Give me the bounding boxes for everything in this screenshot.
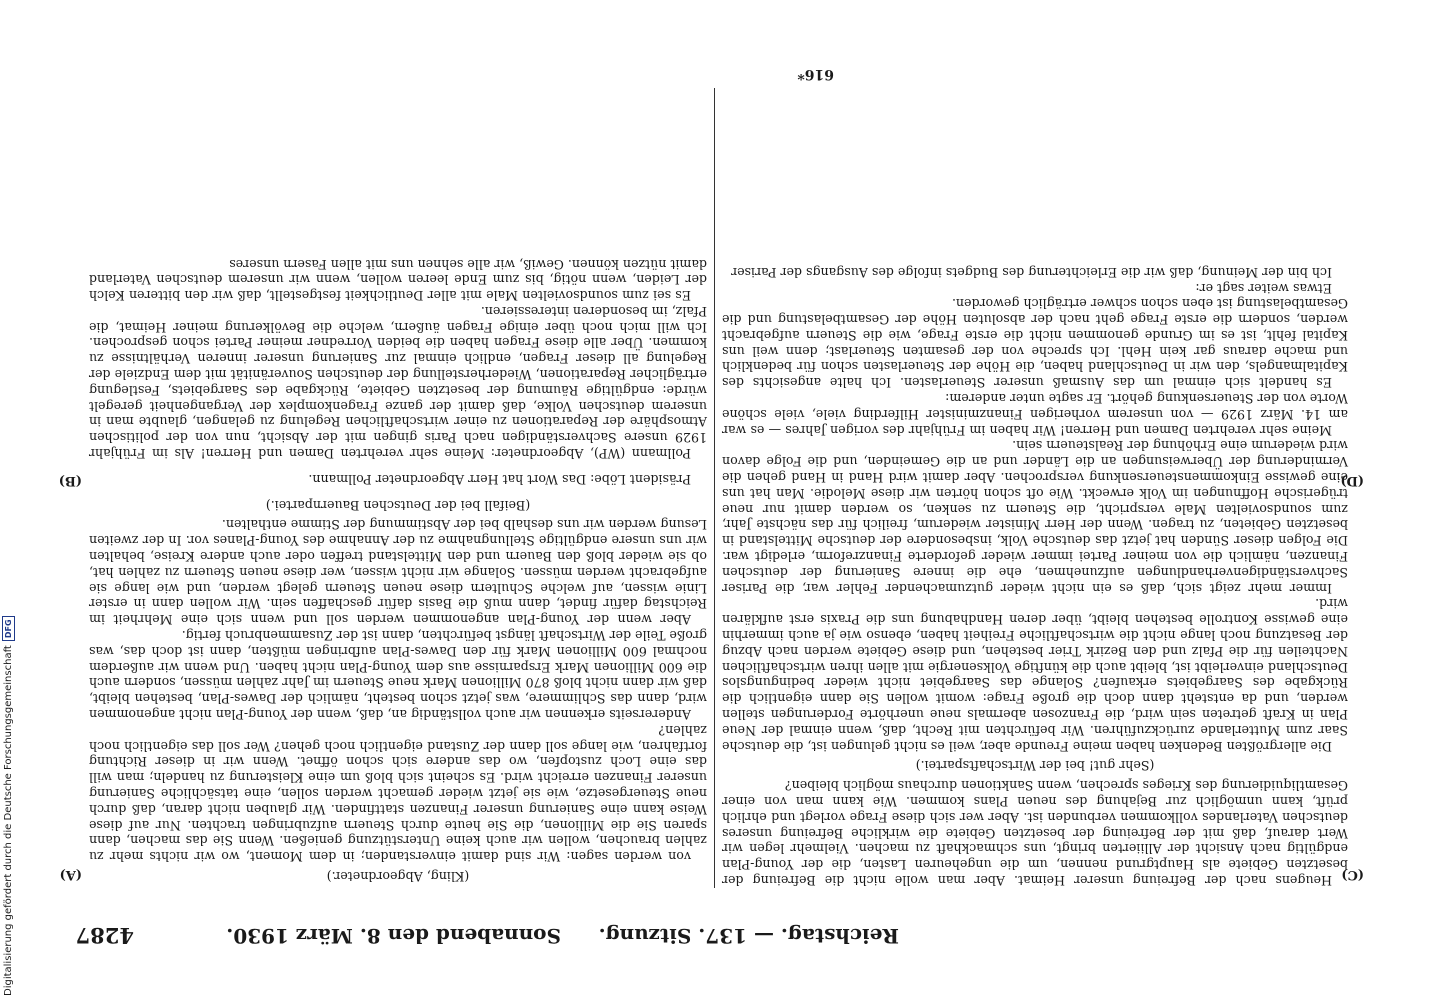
paragraph: Immer mehr zeigt sich, daß es ein nicht wieder gutzumachender Fehler war, die Pariser Sachverständigenverhandlungen aufzunehmen, ehe die innere Sanierung der deutschen Finanzen, nämlich die von meiner Partei immer wieder geforderte Finanzreform, erledigt war. Die Folgen dieser Sünden hat jetzt das deutsche Volk, insbesondere der deutsche Mittelstand in besetzten Gebieten, zu tragen. Wenn der Herr Minister wiederum, freilich für das nächste Jahr, zum soundsovielten Male verspricht, die Steuern zu senken, so werden damit nur neue trügerische Hoffnungen im Volk erweckt. Wie oft schon hörten wir diese Melodie. Man hat uns eine gewisse Einkommensteuersenkung versprochen. Aber damit wird Hand in Hand gehen die Verminderung der Überweisungen an die Länder und an die Gemeinden, und die Folge davon wird wiederum eine Erhöhung der Realsteuern sein.	[722, 438, 1348, 596]
quotation: Ich bin der Meinung, daß wir die Erleichterung des Budgets infolge des Ausgangs der Pariser	[731, 264, 1332, 280]
paragraph: Es sei zum soundsovielten Male mit aller Deutlichkeit festgestellt, daß wir den bitteren Kelch der Leiden, wenn nötig, bis zum Ende leeren wollen, wenn wir unserem deutschen Vaterland damit nützen können. Gewiß, wir alle sehnen uns mit allen Fasern unseres	[89, 256, 707, 304]
interjection: (Beifall bei der Deutschen Bauernpartei.)	[265, 497, 531, 513]
running-head	[9, 918, 1349, 948]
paragraph: Andererseits erkennen wir auch vollständig an, daß, wenn der Young-Plan nicht angenommen wird, dann das Schlimmere, was jetzt schon besteht, nämlich der Dawes-Plan, bestehen bleibt, daß wir dann nicht bloß 870 Millionen Mark neue Steuern im Jahr zahlen müssen, sondern auch die 600 Millionen Mark Ersparnisse aus dem Young-Plan nicht haben. Und wenn wir außerdem nochmal 600 Millionen Mark für den Dawes-Plan aufbringen müßten, dann ist doch das, was große Teile der Wirtschaft längst befürchten, dann ist der Zusammenbruch fertig.	[89, 628, 707, 723]
president-remark: Präsident Löbe: Das Wort hat Herr Abgeordneter Pollmann.	[308, 471, 691, 487]
speaker-heading: (Kling, Abgeordneter.)	[326, 869, 470, 884]
header-date: Sonnabend den 8. März 1930.	[226, 924, 561, 948]
header-title: Reichstag. — 137. Sitzung.	[598, 924, 899, 948]
paragraph: Die allergrößten Bedenken haben meine Freunde aber, weil es nicht gelungen ist, die deutsche Saar zum Mutterlande zurückzuführen. Wir befürchten mit Recht, daß, wenn einmal der Neue Plan in Kraft getreten sein wird, die Franzosen abermals neue unerhörte Forderungen stellen werden, und da entsteht dann doch die große Frage: womit wollen Sie dann eigentlich die Rückgabe des Saargebiets erkaufen? Solange das Saargebiet nicht wieder bedingungslos Deutschland einverleibt ist, bleibt auch die künftige Volksenergie mit allen ihren wirtschaftlichen Nachteilen für die Pfalz und den Bezirk Trier bestehen, und diese Gebiete werden nach Abzug der Besatzung noch lange nicht die wirtschaftliche Freiheit haben, ebenso wie ja auch immerhin eine gewisse Kontrolle bestehen bleibt, über deren Handhabung uns die Praxis erst aufklären wird.	[722, 596, 1348, 754]
paragraph: von werden sagen: Wir sind damit einverstanden; in dem Moment, wo wir nichts mehr zu zahlen brauchen, wollen wir auch keine Unterstützung genießen. Wenn Sie das machen, dann sparen Sie die Millionen, die Sie heute durch Steuern aufzubringen trachten. Nur auf diese Weise kann eine Sanierung unserer Finanzen stattfinden. Wir glauben nicht daran, daß durch neue Steuergesetze, wie sie jetzt wieder gemacht werden sollen, eine tatsächliche Sanierung unserer Finanzen erreicht wird. Es scheint sich bloß um eine Kleisterung zu handeln; man will das eine Loch zustopfen, wo das andere sich schon öffnet. Wenn wir in dieser Richtung fortfahren, wie lange soll dann der Zustand eigentlich noch gehen? Wer soll das eigentlich noch zahlen?	[89, 722, 707, 865]
dfg-logo: DFG	[2, 616, 15, 641]
interjection: (Sehr gut! bei der Wirtschaftspartei.)	[915, 758, 1155, 774]
paragraph: Etwas weiter sagt er:	[1195, 280, 1332, 296]
right-text-column	[89, 256, 707, 888]
quotation: Es handelt sich einmal um das Ausmaß unserer Steuerlasten. Ich halte angesichts des Kapitalmangels, den wir in Deutschland haben, die Höhe der Steuerlasten schon für bedenklich und mache daraus gar kein Hehl. Ich spreche von der gesamten Steuerlast; denn weil uns Kapital fehlt, ist es im Grunde genommen nicht die erste Frage, wie die Steuern aufgebracht werden, sondern die erste Frage geht nach der absoluten Höhe der Gesamtbelastung und die Gesamtbelastung ist eben schon schwer erträglich geworden.	[722, 296, 1348, 391]
paragraph: Aber wenn der Young-Plan angenommen werden soll und wenn sich eine Mehrheit im Reichstag dafür findet, dann muß die Basis dafür geschaffen sein. Wir wollen dann in erster Linie wissen, auf welche Schultern diese neuen Steuern gelegt werden, und wie lange sie aufgebracht werden müssen. Solange wir nicht wissen, wer diese neuen Steuern zu zahlen hat, ob sie wieder bloß den Bauern und den Mittelstand treffen oder auch andere Kreise, behalten wir uns unsere endgültige Stellungnahme zu der Annahme des Young-Planes vor. In der zweiten Lesung werden wir uns deshalb bei der Abstimmung der Stimme enthalten.	[89, 517, 707, 628]
margin-mark-a: (A)	[59, 867, 82, 882]
paragraph: Heugens nach der Befreiung unserer Heimat. Aber man wolle nicht die Befreiung der besetzten Gebiete als Hauptgrund nennen, um die ungeheuren Lasten, die der Young-Plan endgültig nach Ansicht der Alliierten bringt, uns schmackhaft zu machen. Vielmehr legen wir Wert darauf, daß mit der Befreiung der besetzten Gebiete die wirkliche Befreiung unseres deutschen Vaterlandes vollkommen verbunden ist. Aber wer sich diese Frage vorlegt und ehrlich prüft, kann unmöglich zur Bejahung des neuen Plans kommen. Wie kann man von einer Gesamtliquidierung des Krieges sprechen, wenn Sanktionen durchaus möglich bleiben?	[722, 778, 1348, 888]
paragraph: Meine sehr verehrten Damen und Herren! Wir haben im Frühjahr des vorigen Jahres — es war am 14. März 1929 — von unserem vorherigen Finanzminister Hilferding viele, viele schöne Worte von der Steuersenkung gehört. Er sagte unter anderem:	[722, 391, 1348, 438]
credit-text: Digitalisierung gefördert durch die Deutsche Forschungsgemeinschaft	[3, 645, 14, 996]
left-text-column	[722, 264, 1348, 888]
column-divider	[714, 88, 715, 888]
margin-mark-c: (C)	[1341, 867, 1364, 882]
sheet-mark: 616*	[797, 66, 834, 82]
digitization-credit	[2, 616, 15, 996]
margin-mark-b: (B)	[58, 473, 82, 488]
page-number: 4287	[75, 923, 134, 948]
paragraph: Pollmann (WP), Abgeordneter: Meine sehr verehrten Damen und Herren! Als im Frühjahr 1929 unsere Sachverständigen nach Paris gingen mit der Absicht, nun von der politischen Atmosphäre der Reparationen zu einer wirtschaftlichen Regelung zu gelangen, glaubte man in unserem deutschen Volke, daß damit der ganze Fragenkomplex der Vergangenheit geregelt würde: endgültige Räumung der besetzten Gebiete, Rückgabe des Saargebiets, Festlegung erträglicher Reparationen, Wiederherstellung der deutschen Souveränität mit dem Endziele der Regelung all dieser Fragen, endlich einmal zur Sanierung unserer inneren Verhältnisse zu kommen. Über alle diese Fragen haben die beiden Vorredner meiner Partei schon gesprochen. Ich will mich noch über einige Fragen äußern, welche die Bevölkerung meiner Heimat, die Pfalz, im besonderen interessieren.	[89, 303, 707, 462]
margin-mark-d: (D)	[1340, 473, 1364, 488]
